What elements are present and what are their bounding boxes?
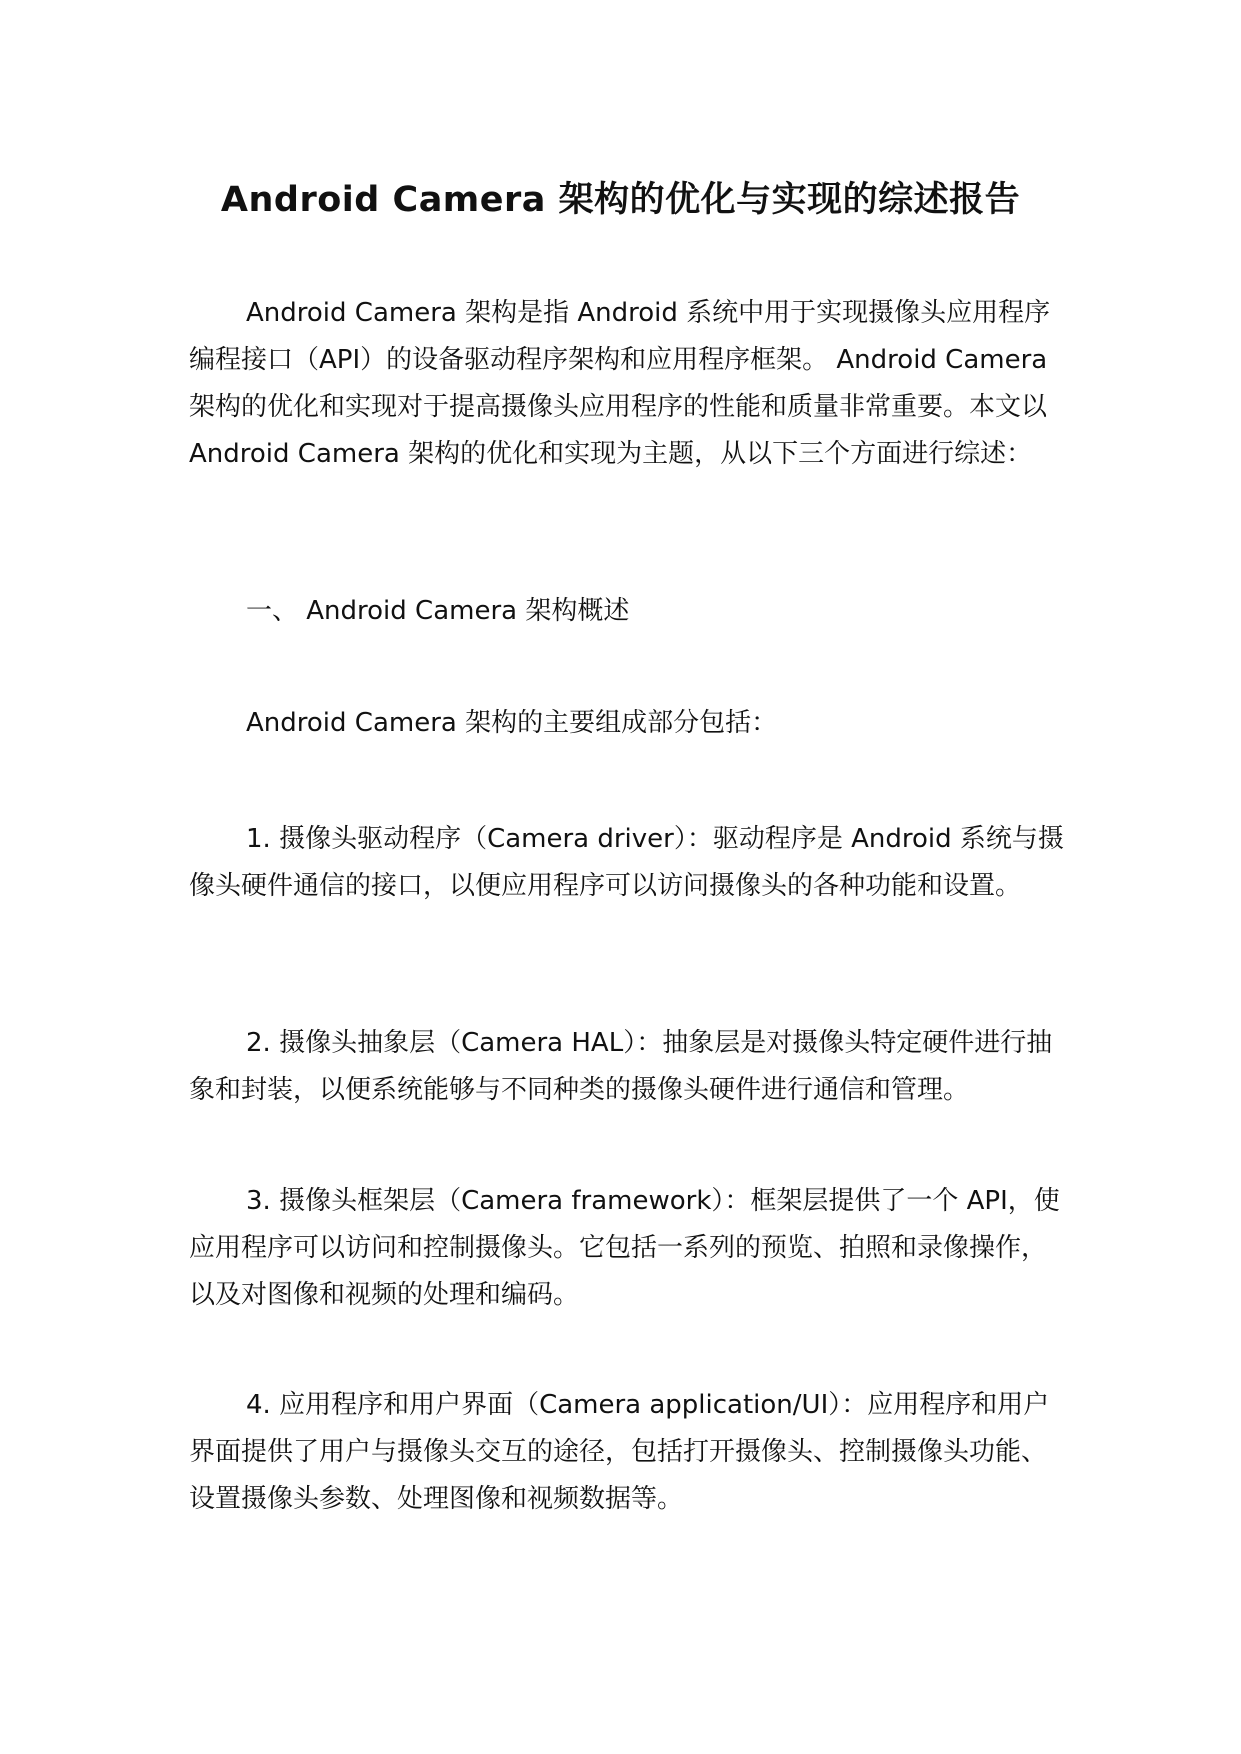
section-heading: 一、 Android Camera 架构概述 xyxy=(246,596,630,626)
components-intro: Android Camera 架构的主要组成部分包括： xyxy=(246,708,778,738)
document-title: Android Camera 架构的优化与实现的综述报告 xyxy=(220,180,1021,220)
list-item: 2. 摄像头抽象层（Camera HAL）：抽象层是对摄像头特定硬件进行抽象和封装，以便系统能够与不同种类的摄像头硬件进行通信和管理。 xyxy=(189,1028,1053,1105)
list-item: 1. 摄像头驱动程序（Camera driver）：驱动程序是 Android 系统与摄像头硬件通信的接口，以便应用程序可以访问摄像头的各种功能和设置。 xyxy=(189,824,1064,901)
intro-paragraph: Android Camera 架构是指 Android 系统中用于实现摄像头应用程序编程接口（API）的设备驱动程序架构和应用程序框架。 Android Camera 架构的优化和实现对于提高摄像头应用程序的性能和质量非常重要。本文以 Android Camera 架构的优化和实现为主题，从以下三个方面进行综述： xyxy=(189,298,1051,469)
list-item: 3. 摄像头框架层（Camera framework）：框架层提供了一个 API，使应用程序可以访问和控制摄像头。它包括一系列的预览、拍照和录像操作，以及对图像和视频的处理和编码。 xyxy=(189,1186,1060,1310)
list-item: 4. 应用程序和用户界面（Camera application/UI）：应用程序和用户界面提供了用户与摄像头交互的途径，包括打开摄像头、控制摄像头功能、设置摄像头参数、处理图像和视频数据等。 xyxy=(189,1390,1050,1514)
